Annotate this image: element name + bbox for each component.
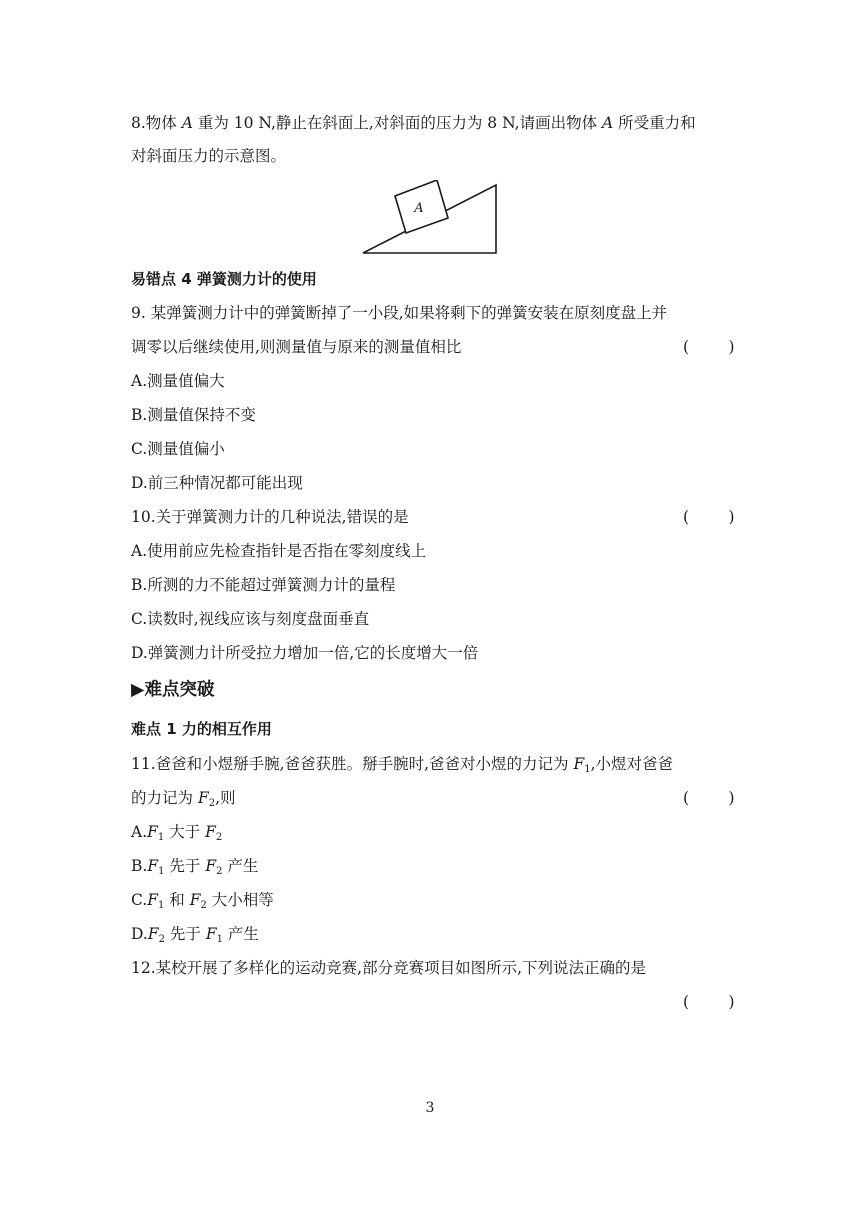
q8-line1: 8.物体 A 重为 10 N,静止在斜面上,对斜面的压力为 8 N,请画出物体 A 所受重力和	[131, 114, 696, 132]
q10-option-d: D.弹簧测力计所受拉力增加一倍,它的长度增大一倍	[131, 644, 479, 662]
block-a-label: A	[414, 201, 424, 216]
section-heading-mistake-4: 易错点 4 弹簧测力计的使用	[131, 270, 317, 288]
q10-option-c: C.读数时,视线应该与刻度盘面垂直	[131, 610, 370, 628]
q10-answer-bracket: ( )	[683, 508, 735, 526]
q12-line1: 12.某校开展了多样化的运动竞赛,部分竞赛项目如图所示,下列说法正确的是	[131, 959, 647, 977]
q11-answer-bracket: ( )	[683, 789, 735, 807]
q10-option-a: A.使用前应先检查指针是否指在零刻度线上	[131, 542, 427, 560]
q11-option-b: $B.F_1$ 先于 $F_2$ 产生	[131, 857, 259, 877]
q9-answer-bracket: ( )	[683, 338, 735, 356]
q9-option-a: A.测量值偏大	[131, 372, 225, 390]
q9-line1: 9. 某弹簧测力计中的弹簧断掉了一小段,如果将剩下的弹簧安装在原刻度盘上并	[131, 304, 668, 322]
q9-option-d: D.前三种情况都可能出现	[131, 474, 303, 492]
q11-line2: 的力记为 $F_2$,则	[131, 789, 236, 809]
section-heading-difficult-1: 难点 1 力的相互作用	[131, 720, 272, 738]
q11-option-c: $C.F_1$ 和 $F_2$ 大小相等	[131, 891, 274, 911]
incline-figure	[360, 180, 510, 260]
q12-answer-bracket: ( )	[683, 993, 735, 1011]
q9-option-c: C.测量值偏小	[131, 440, 225, 458]
page-number: 3	[425, 1100, 435, 1116]
q10-line1: 10.关于弹簧测力计的几种说法,错误的是	[131, 508, 409, 526]
q8-line2: 对斜面压力的示意图。	[131, 147, 287, 165]
q9-line2: 调零以后继续使用,则测量值与原来的测量值相比	[131, 338, 462, 356]
q11-option-a: $A.F_1$ 大于 $F_2$	[131, 823, 223, 843]
q10-option-b: B.所测的力不能超过弹簧测力计的量程	[131, 576, 396, 594]
q11-option-d: $D.F_2$ 先于 $F_1$ 产生	[131, 925, 259, 945]
section-heading-difficult: ▶难点突破	[131, 680, 215, 700]
q9-option-b: B.测量值保持不变	[131, 406, 256, 424]
q11-line1: 11.爸爸和小煜掰手腕,爸爸获胜。掰手腕时,爸爸对小煜的力记为 $F_1$,小煜对爸爸	[131, 755, 674, 775]
